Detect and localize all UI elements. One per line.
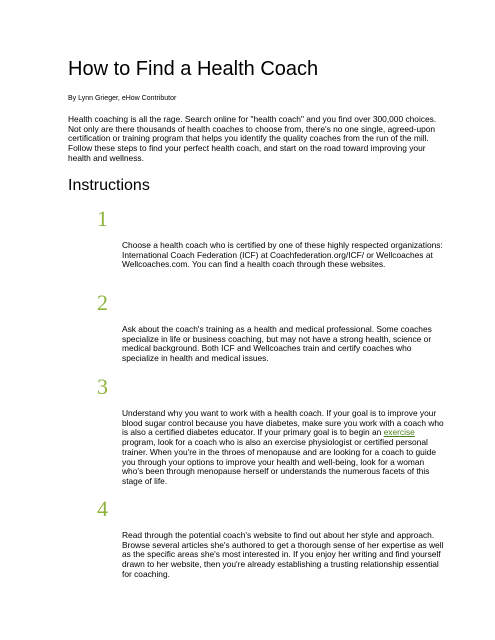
step-number: 4 <box>97 496 108 521</box>
step-number: 1 <box>97 206 108 231</box>
step-number: 3 <box>97 374 108 399</box>
step-text: Choose a health coach who is certified by one of these highly respected organizations: International Coach Federation (ICF) at Coachfederation.org/ICF/ or Wellcoaches at Wellcoaches.com. You can find a health coach through these websites. <box>122 240 443 270</box>
article-intro: Health coaching is all the rage. Search online for "health coach" and you find over 300,000 choices. Not only are there thousands of health coaches to choose from, there's no one single, agreed-upon certification or training program that helps you identify the quality coaches from the run of the mill. Follow these steps to find your perfect health coach, and start on the road toward improving your health and wellness. <box>68 114 437 163</box>
step-text-part: program, look for a coach who is also an exercise physiologist or certified personal trainer. When you're in the throes of menopause and are looking for a coach to guide you through your options to improve your health and well-being, look for a woman who's been through menopause herself or understands the numerous facets of this stage of life. <box>122 437 436 486</box>
step-text <box>122 409 444 487</box>
article-title: How to Find a Health Coach <box>68 58 319 80</box>
step-text: Read through the potential coach's website to find out about her style and approach. Browse several articles she's authored to get a thorough sense of her expertise as well as the specific areas she's most interested in. If you enjoy her writing and find yourself drawn to her website, then you're already establishing a trusting relationship essential for coaching. <box>122 530 444 579</box>
instructions-heading: Instructions <box>68 177 150 194</box>
step-text-part: Understand why you want to work with a health coach. If your goal is to improve your blood sugar control because you have diabetes, make sure you work with a coach who is also a certified diabetes educator. If your primary goal is to begin an <box>122 408 444 438</box>
step-number: 2 <box>97 290 108 315</box>
exercise-link[interactable]: exercise <box>383 427 415 438</box>
step-text: Ask about the coach's training as a health and medical professional. Some coaches specialize in life or business coaching, but may not have a strong health, science or medical background. Both ICF and Wellcoaches train and certify coaches who specialize in health and medical issues. <box>122 324 432 364</box>
article-byline: By Lynn Grieger, eHow Contributor <box>68 95 177 102</box>
